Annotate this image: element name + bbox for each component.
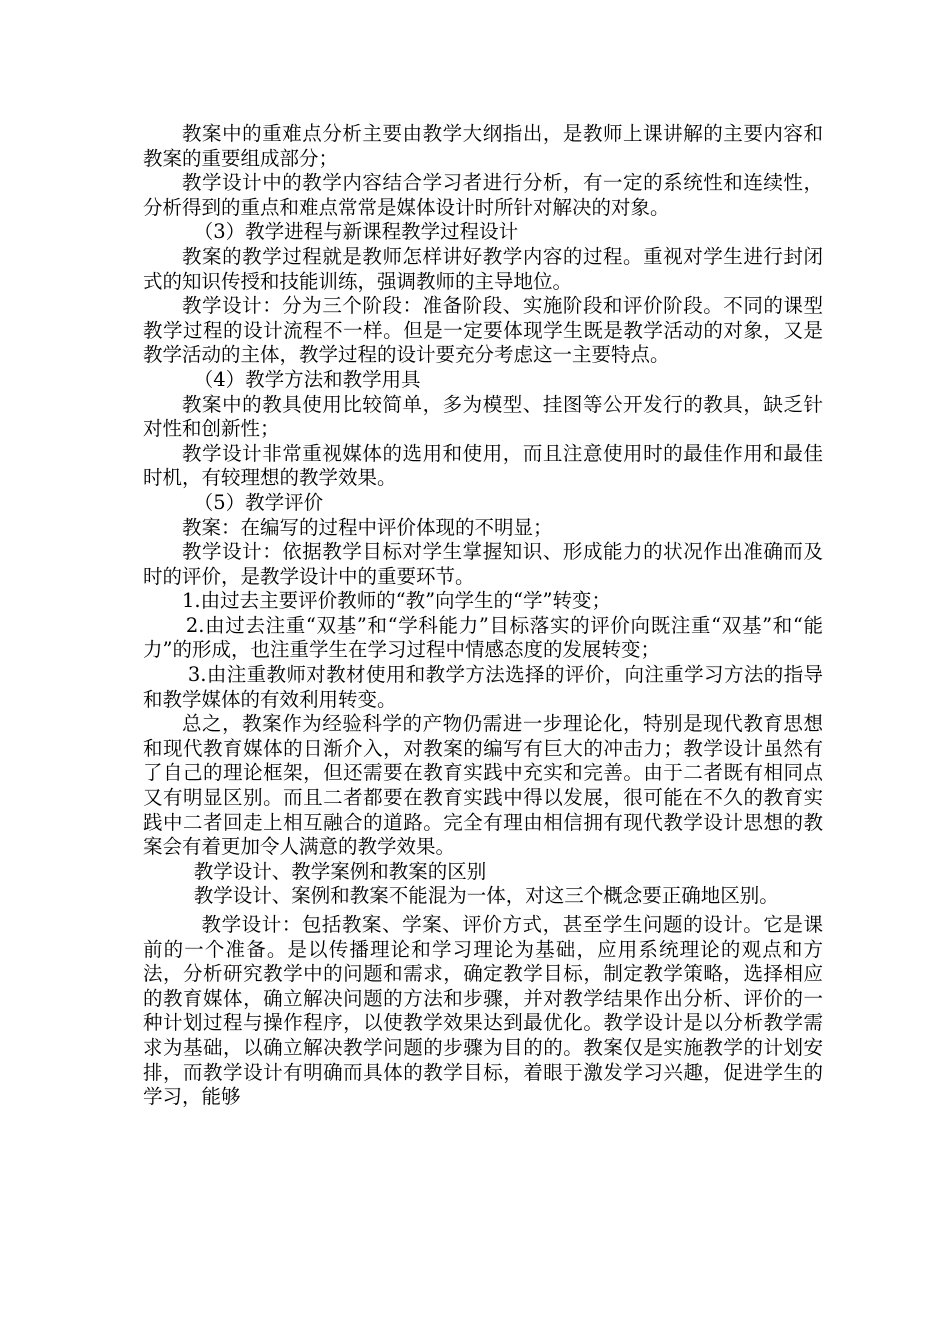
heading-teaching-process: （3）教学进程与新课程教学过程设计 <box>193 220 519 244</box>
paragraph-lesson-plan-difficulty: 教案中的重难点分析主要由教学大纲指出，是教师上课讲解的主要内容和教案的重要组成部分； <box>143 122 823 170</box>
paragraph-lesson-plan-tools: 教案中的教具使用比较简单，多为模型、挂图等公开发行的教具，缺乏针对性和创新性； <box>143 392 823 441</box>
paragraph-design-evaluation: 教学设计：依据教学目标对学生掌握知识、形成能力的状况作出准确而及时的评价，是教学设计中的重要环节。 <box>143 540 823 588</box>
paragraph-lesson-plan-evaluation: 教案：在编写的过程中评价体现的不明显； <box>182 515 553 539</box>
paragraph-summary: 总之，教案作为经验科学的产物仍需进一步理论化，特别是现代教育思想和现代教育媒体的日渐介入，对教案的编写有巨大的冲击力；教学设计虽然有了自己的理论框架，但还需要在教育实践中充实和完善。由于二者既有相同点又有明显区别。而且二者都要在教育实践中得以发展，很可能在不久的教育实践中二者回走上相互融合的道路。完全有理由相信拥有现代教学设计思想的教案会有着更加令人满意的教学效果。 <box>143 712 823 859</box>
document-body <box>143 122 823 1110</box>
paragraph-distinguish-concepts: 教学设计、案例和教案不能混为一体，对这三个概念要正确地区别。 <box>193 884 779 908</box>
paragraph-design-media: 教学设计非常重视媒体的选用和使用，而且注意使用时的最佳作用和最佳时机，有较理想的教学效果。 <box>143 441 823 490</box>
list-item-2: 2.由过去注重“双基”和“学科能力”目标落实的评价向既注重“双基”和“能力”的形成，也注重学生在学习过程中情感态度的发展转变； <box>143 613 823 662</box>
section-title-differences: 教学设计、教学案例和教案的区别 <box>193 859 487 883</box>
paragraph-design-definition: 教学设计：包括教案、学案、评价方式，甚至学生问题的设计。它是课前的一个准备。是以传播理论和学习理论为基础，应用系统理论的观点和方法，分析研究教学中的问题和需求，确定教学目标，制定教学策略，选择相应的教育媒体，确立解决问题的方法和步骤，并对教学结果作出分析、评价的一种计划过程与操作程序，以使教学效果达到最优化。教学设计是以分析教学需求为基础，以确立解决教学问题的步骤为目的的。教案仅是实施教学的计划安排，而教学设计有明确而具体的教学目标，着眼于激发学习兴趣，促进学生的学习，能够 <box>143 913 823 1109</box>
heading-evaluation: （5）教学评价 <box>193 490 324 514</box>
paragraph-design-content: 教学设计中的教学内容结合学习者进行分析，有一定的系统性和连续性，分析得到的重点和难点常常是媒体设计时所针对解决的对象。 <box>143 171 823 219</box>
list-item-1: 1.由过去主要评价教师的“教”向学生的“学”转变； <box>182 589 611 613</box>
heading-methods-tools: （4）教学方法和教学用具 <box>193 367 421 391</box>
paragraph-design-stages: 教学设计：分为三个阶段：准备阶段、实施阶段和评价阶段。不同的课型教学过程的设计流程不一样。但是一定要体现学生既是教学活动的对象，又是教学活动的主体，教学过程的设计要充分考虑这一主要特点。 <box>143 294 823 367</box>
paragraph-lesson-plan-process: 教案的教学过程就是教师怎样讲好教学内容的过程。重视对学生进行封闭式的知识传授和技能训练，强调教师的主导地位。 <box>143 244 823 293</box>
list-item-3: 3.由注重教师对教材使用和教学方法选择的评价，向注重学习方法的指导和教学媒体的有效利用转变。 <box>143 663 823 711</box>
